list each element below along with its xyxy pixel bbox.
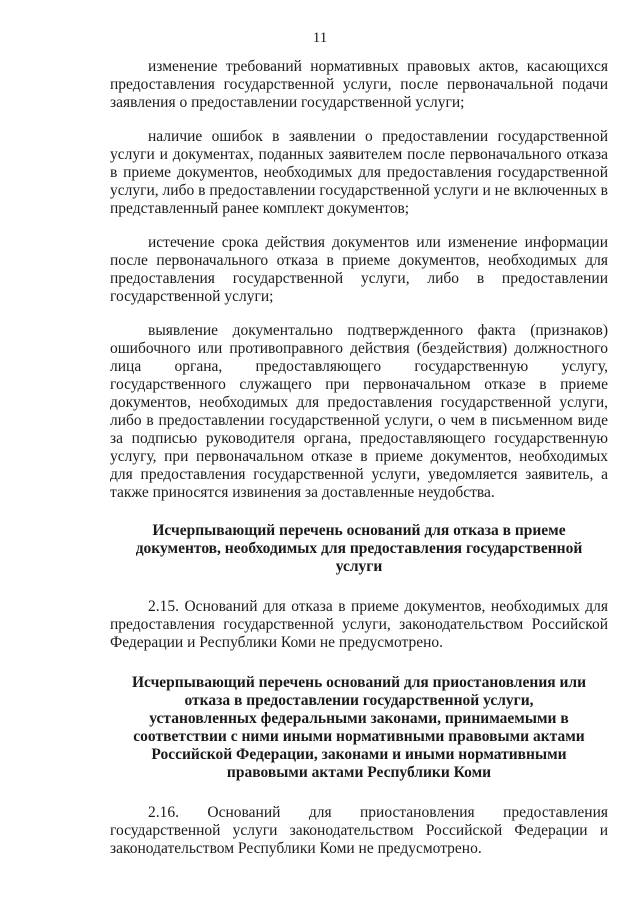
paragraph-document-expiry: истечение срока действия документов или изменение информации после первоначального отказа в приеме документов, необходимых для предоставления государственной услуги, либо в предоставлении государственной услуги;	[110, 234, 608, 305]
heading-suspension-grounds: Исчерпывающий перечень оснований для приостановления или отказа в предоставлении государственной услуги, установленных федеральными законами, принимаемыми в соответствии с ними иными нормативными правовыми актами Российской Федерации, законами и иными нормативными правовыми актами Республики Коми	[131, 674, 587, 781]
paragraph-application-errors: наличие ошибок в заявлении о предоставлении государственной услуги и документах, поданных заявителем после первоначального отказа в приеме документов, необходимых для предоставления государственной услуги, либо в предоставлении государственной услуги и не включенных в представленный ранее комплект документов;	[110, 128, 608, 217]
paragraph-2-15: 2.15. Оснований для отказа в приеме документов, необходимых для предоставления государственной услуги, законодательством Российской Федерации и Республики Коми не предусмотрено.	[110, 598, 608, 651]
paragraph-official-error: выявление документально подтвержденного факта (признаков) ошибочного или противоправного действия (бездействия) должностного лица органа, предоставляющего государственную услугу, государственного служащего при первоначальном отказе в приеме документов, необходимых для предоставления государственной услуги, либо в предоставлении государственной услуги, о чем в письменном виде за подписью руководителя органа, предоставляющего государственную услугу, при первоначальном отказе в приеме документов, необходимых для предоставления государственной услуги, уведомляется заявитель, а также приносятся извинения за доставленные неудобства.	[110, 322, 608, 501]
paragraph-requirements-change: изменение требований нормативных правовых актов, касающихся предоставления государственной услуги, после первоначальной подачи заявления о предоставлении государственной услуги;	[110, 58, 608, 111]
document-body	[110, 58, 608, 874]
page-number: 11	[312, 30, 328, 46]
paragraph-2-16: 2.16. Оснований для приостановления предоставления государственной услуги законодательством Российской Федерации и законодательством Республики Коми не предусмотрено.	[110, 804, 608, 857]
heading-refusal-grounds: Исчерпывающий перечень оснований для отказа в приеме документов, необходимых для предоставления государственной услуги	[135, 522, 583, 575]
